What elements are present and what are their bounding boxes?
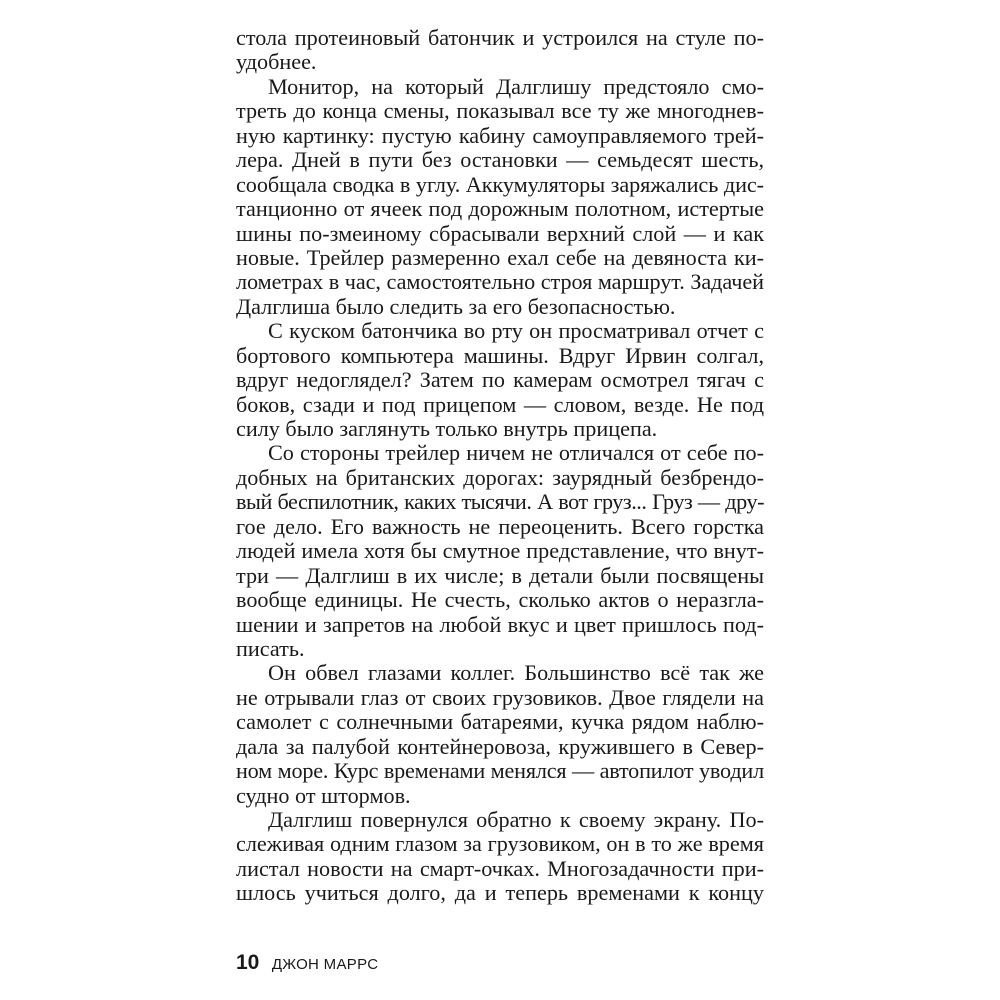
text-line: шлось учиться долго, да и теперь временами к концу — [236, 880, 764, 906]
text-line: шины по-змеиному сбрасывали верхний слой — и как — [236, 220, 764, 246]
text-line: новые. Трейлер размеренно ехал себе на девяноста ки- — [236, 244, 764, 270]
text-line: сообщала сводка в углу. Аккумуляторы заряжались дис- — [236, 171, 764, 197]
text-line: удобнее. — [236, 49, 317, 75]
text-line: вый беспилотник, каких тысячи. А вот груз... Груз — дру- — [236, 489, 764, 515]
text-line: Монитор, на который Далглишу предстояло смо- — [268, 73, 764, 99]
text-line: добных на британских дорогах: заурядный безбрендо- — [236, 464, 764, 490]
text-line: писать. — [236, 635, 305, 661]
text-line: танционно от ячеек под дорожным полотном, истертые — [236, 196, 764, 222]
text-line: судно от штормов. — [236, 782, 411, 808]
text-line: С куском батончика во рту он просматривал отчет с — [268, 318, 764, 344]
text-line: самолет с солнечными батареями, кучка рядом наблю- — [236, 709, 764, 735]
text-line: гое дело. Его важность не переоценить. Всего горстка — [236, 513, 764, 539]
text-line: не отрывали глаз от своих грузовиков. Двое глядели на — [236, 684, 764, 710]
body-text — [236, 26, 764, 906]
text-line: людей имела хотя бы смутное представление, что внут- — [236, 538, 764, 564]
text-line: треть до конца смены, показывал все ту же многоднев- — [236, 98, 764, 124]
text-line: лометрах в час, самостоятельно строя маршрут. Задачей — [236, 269, 764, 295]
text-line: бортового компьютера машины. Вдруг Ирвин солгал, — [236, 342, 764, 368]
text-line: листал новости на смарт-очках. Многозадачности при- — [236, 855, 764, 881]
text-line: ную картинку: пустую кабину самоуправляемого трей- — [236, 122, 764, 148]
text-line: шении и запретов на любой вкус и цвет пришлось под- — [236, 611, 764, 637]
text-line: Далглиш повернулся обратно к своему экрану. По- — [268, 807, 764, 832]
text-line: Далглиша было следить за его безопасностью. — [236, 293, 676, 319]
text-line: боков, сзади и под прицепом — словом, везде. Не под — [236, 391, 764, 417]
text-line: ном море. Курс временами менялся — автопилот уводил — [236, 758, 764, 784]
text-line: вдруг недоглядел? Затем по камерам осмотрел тягач с — [236, 367, 764, 393]
running-head-author: ДЖОН МАРРС — [271, 956, 379, 973]
text-line: Со стороны трейлер ничем не отличался от себе по- — [268, 440, 764, 466]
text-line: три — Далглиш в их числе; в детали были посвящены — [236, 562, 764, 588]
text-line: стола протеиновый батончик и устроился на стуле по- — [236, 25, 764, 50]
text-line: вообще единицы. Не счесть, сколько актов о неразгла- — [236, 587, 764, 613]
page-footer — [236, 950, 378, 976]
page-number: 10 — [236, 951, 260, 974]
text-line: лера. Дней в пути без остановки — семьдесят шесть, — [236, 147, 764, 173]
text-line: силу было заглянуть только внутрь прицепа. — [236, 416, 658, 441]
text-line: дала за палубой контейнеровоза, кружившего в Север- — [236, 733, 764, 759]
text-line: слеживая одним глазом за грузовиком, он в то же время — [236, 831, 764, 857]
text-line: Он обвел глазами коллег. Большинство всё так же — [268, 660, 764, 686]
